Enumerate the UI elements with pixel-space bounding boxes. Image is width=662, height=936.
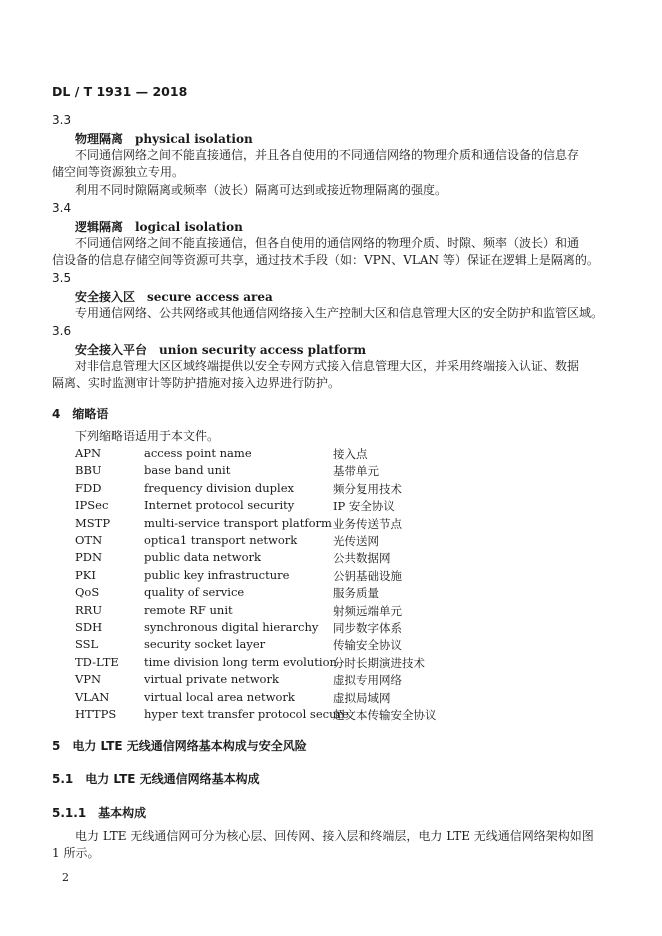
abbrev-row bbox=[0, 481, 662, 498]
abbrev-chinese: 服务质量 bbox=[333, 586, 379, 601]
abbrev-english: synchronous digital hierarchy bbox=[144, 620, 319, 634]
abbrev-english: access point name bbox=[144, 446, 252, 460]
abbrev-code: TD-LTE bbox=[75, 654, 119, 669]
abbrev-english: public key infrastructure bbox=[144, 567, 290, 582]
abbrev-code: SDH bbox=[75, 620, 103, 634]
abbrev-english: remote RF unit bbox=[144, 602, 233, 617]
paragraph-line: 专用通信网络、公共网络或其他通信网络接入生产控制大区和信息管理大区的安全防护和监管区域。 bbox=[75, 306, 604, 320]
abbrev-code: SSL bbox=[75, 637, 99, 652]
abbrev-code: PDN bbox=[75, 550, 103, 565]
abbrev-chinese: 分时长期演进技术 bbox=[333, 655, 425, 670]
abbrev-code: VPN bbox=[75, 672, 102, 687]
abbrev-english: hyper text transfer protocol secure bbox=[144, 707, 349, 721]
abbrev-english: Internet protocol security bbox=[144, 498, 295, 513]
abbrev-row bbox=[0, 498, 662, 515]
abbrev-row bbox=[0, 637, 662, 654]
abbrev-row bbox=[0, 672, 662, 689]
document-header: DL / T 1931 — 2018 bbox=[52, 84, 188, 99]
abbrev-chinese: 同步数字体系 bbox=[333, 621, 402, 635]
abbrev-row bbox=[0, 533, 662, 550]
subsection-heading: 5.1 电力 LTE 无线通信网络基本构成 bbox=[52, 772, 260, 786]
abbrev-chinese: 公钥基础设施 bbox=[333, 568, 402, 583]
abbrev-chinese: 业务传送节点 bbox=[333, 516, 402, 531]
abbrev-row bbox=[0, 568, 662, 585]
clause-number: 3.6 bbox=[52, 324, 72, 338]
paragraph-line: 对非信息管理大区区域终端提供以安全专网方式接入信息管理大区，并采用终端接入认证、数据 bbox=[75, 359, 580, 373]
abbrev-code: HTTPS bbox=[75, 707, 117, 721]
paragraph-line: 不同通信网络之间不能直接通信，但各自使用的通信网络的物理介质、时隙、频率（波长）和通 bbox=[75, 236, 580, 250]
abbrev-english: time division long term evolution bbox=[144, 654, 337, 669]
abbrev-chinese: IP 安全协议 bbox=[333, 499, 395, 514]
abbrev-english: multi-service transport platform bbox=[144, 515, 332, 530]
abbrev-code: APN bbox=[75, 446, 102, 460]
page-number: 2 bbox=[62, 871, 69, 884]
abbrev-code: RRU bbox=[75, 602, 103, 617]
clause-number: 3.3 bbox=[52, 113, 72, 127]
paragraph-line: 1 所示。 bbox=[52, 846, 100, 860]
clause-number: 3.5 bbox=[52, 271, 72, 285]
abbrev-code: FDD bbox=[75, 480, 102, 495]
abbrev-row bbox=[0, 655, 662, 672]
abbrev-row bbox=[0, 550, 662, 567]
abbrev-code: PKI bbox=[75, 567, 96, 582]
term-title: 安全接入平台 union security access platform bbox=[75, 343, 367, 357]
abbrev-row bbox=[0, 516, 662, 533]
abbrev-english: virtual private network bbox=[144, 672, 279, 687]
paragraph-line: 利用不同时隙隔离或频率（波长）隔离可达到或接近物理隔离的强度。 bbox=[75, 183, 448, 197]
abbrev-code: OTN bbox=[75, 533, 103, 547]
abbrev-chinese: 光传送网 bbox=[333, 534, 379, 548]
subsubsection-heading: 5.1.1 基本构成 bbox=[52, 806, 147, 820]
abbrev-english: frequency division duplex bbox=[144, 480, 295, 495]
abbrev-row bbox=[0, 620, 662, 637]
abbrev-intro: 下列缩略语适用于本文件。 bbox=[75, 429, 220, 443]
abbrev-code: MSTP bbox=[75, 515, 111, 530]
abbrev-english: virtual local area network bbox=[144, 689, 295, 704]
section-heading: 5 电力 LTE 无线通信网络基本构成与安全风险 bbox=[52, 739, 307, 753]
abbrev-chinese: 虚拟局域网 bbox=[333, 690, 391, 705]
paragraph-line: 储空间等资源独立专用。 bbox=[52, 165, 185, 179]
abbrev-english: base band unit bbox=[144, 463, 231, 478]
abbrev-row bbox=[0, 603, 662, 620]
abbrev-row bbox=[0, 585, 662, 602]
term-title: 物理隔离 physical isolation bbox=[75, 132, 253, 146]
abbrev-chinese: 射频远端单元 bbox=[333, 603, 402, 618]
abbrev-chinese: 基带单元 bbox=[333, 464, 379, 479]
paragraph-line: 电力 LTE 无线通信网可分为核心层、回传网、接入层和终端层，电力 LTE 无线通信网络架构如图 bbox=[75, 829, 594, 843]
term-title: 逻辑隔离 logical isolation bbox=[75, 220, 243, 234]
abbrev-english: optica1 transport network bbox=[144, 533, 298, 547]
abbrev-row bbox=[0, 707, 662, 724]
paragraph-line: 信设备的信息存储空间等资源可共享，通过技术手段（如：VPN、VLAN 等）保证在逻辑上是隔离的。 bbox=[52, 253, 599, 267]
abbrev-chinese: 虚拟专用网络 bbox=[333, 673, 402, 688]
abbrev-chinese: 公共数据网 bbox=[333, 551, 391, 566]
abbrev-row bbox=[0, 463, 662, 480]
abbrev-code: VLAN bbox=[75, 689, 110, 704]
abbrev-english: quality of service bbox=[144, 585, 245, 600]
abbrev-english: security socket layer bbox=[144, 637, 266, 652]
abbrev-row bbox=[0, 446, 662, 463]
paragraph-line: 隔离、实时监测审计等防护措施对接入边界进行防护。 bbox=[52, 376, 341, 390]
abbrev-chinese: 频分复用技术 bbox=[333, 481, 402, 496]
abbrev-english: public data network bbox=[144, 550, 261, 565]
term-title: 安全接入区 secure access area bbox=[75, 290, 273, 304]
abbrev-chinese: 接入点 bbox=[333, 447, 368, 461]
paragraph-line: 不同通信网络之间不能直接通信，并且各自使用的不同通信网络的物理介质和通信设备的信息存 bbox=[75, 148, 580, 162]
clause-number: 3.4 bbox=[52, 201, 72, 215]
abbrev-code: IPSec bbox=[75, 498, 109, 513]
section-heading: 4 缩略语 bbox=[52, 407, 109, 421]
abbrev-code: QoS bbox=[75, 585, 100, 600]
abbrev-row bbox=[0, 690, 662, 707]
abbrev-chinese: 超文本传输安全协议 bbox=[333, 708, 437, 722]
abbrev-code: BBU bbox=[75, 463, 102, 478]
abbrev-chinese: 传输安全协议 bbox=[333, 638, 402, 653]
